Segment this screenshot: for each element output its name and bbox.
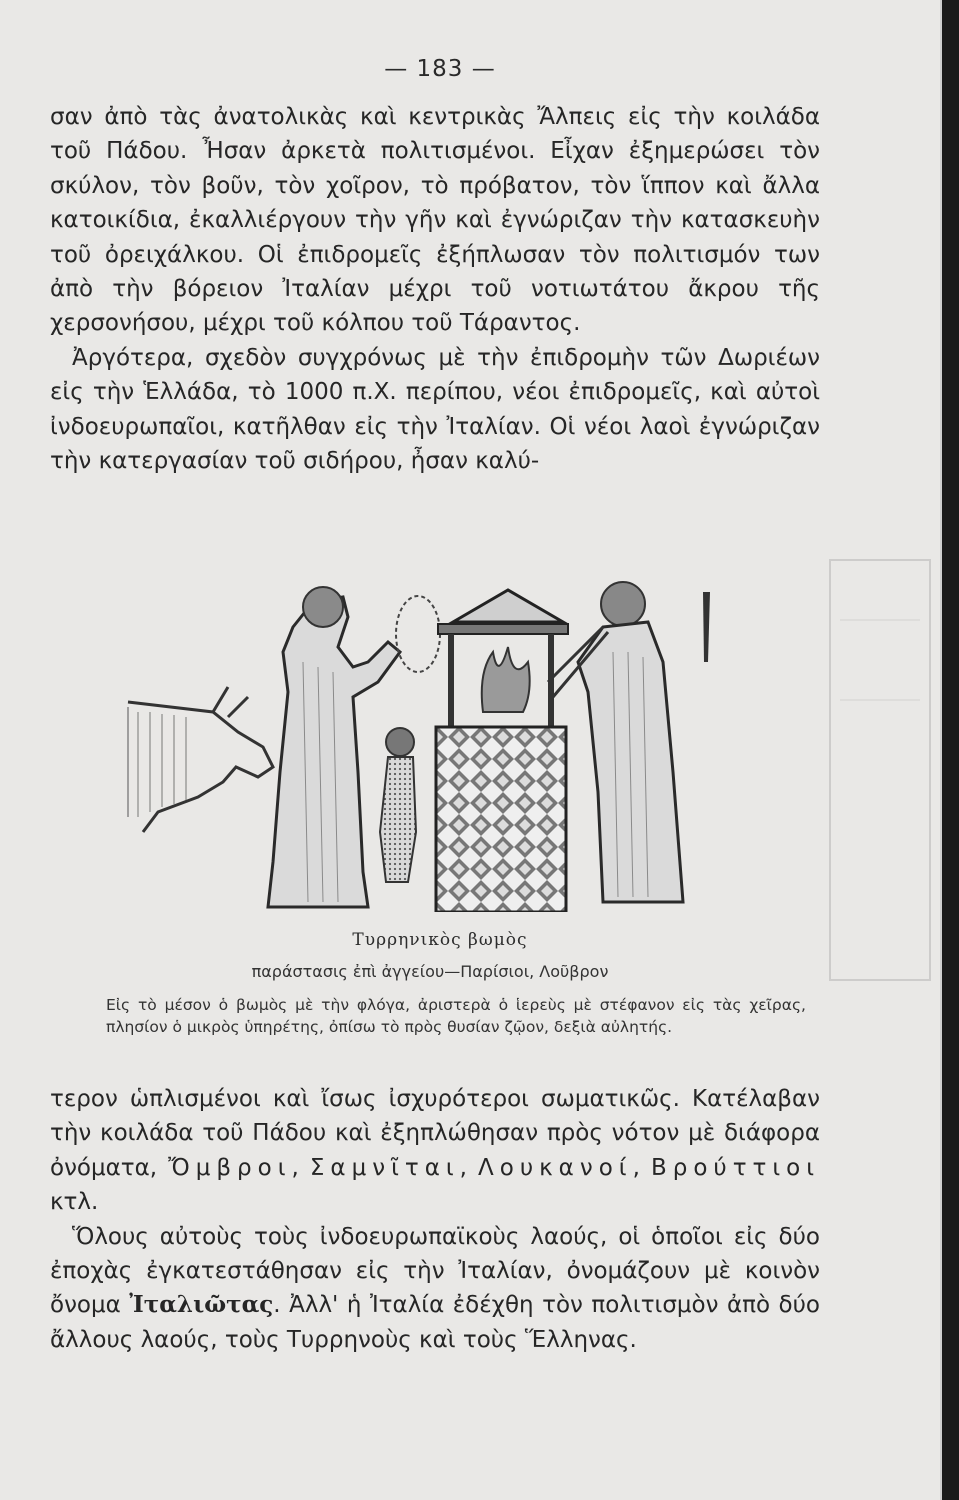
people-bruttii: Βρούττιοι [650, 1154, 821, 1181]
bottom-paragraph-2 [50, 1220, 820, 1358]
servant-figure [380, 728, 416, 882]
people-lucani: Λουκανοί [478, 1154, 633, 1181]
bottom-text-end: κτλ. [50, 1189, 99, 1216]
figure-description: Εἰς τὸ μέσον ὁ βωμὸς μὲ τὴν φλόγα, ἀριστερὰ ὁ ἱερεὺς μὲ στέφανον εἰς τὰς χεῖρας, πλησίον ὁ μικρὸς ὑπηρέτης, ὀπίσω τὸ πρὸς θυσίαν ζῷον, δεξιὰ αὐλητής. [106, 996, 806, 1036]
altar [436, 590, 568, 912]
figure-title: Τυρρηνικὸς βωμὸς [352, 930, 528, 950]
page-number: — 183 — [384, 56, 496, 82]
altar-illustration [118, 572, 718, 912]
top-text-block [50, 100, 820, 478]
bottom-text-2: Ὅλους αὐτοὺς τοὺς ἰνδοευρωπαϊκοὺς λαούς, οἱ ὁποῖοι εἰς δύο ἐποχὰς ἐγκατεστάθησαν εἰς τὴν Ἰταλίαν, ὀνομάζουν μὲ κοινὸν ὄνομα [50, 1223, 820, 1319]
people-samnites: Σαμνῖται [309, 1154, 460, 1181]
top-paragraph: σαν ἀπὸ τὰς ἀνατολικὰς καὶ κεντρικὰς Ἄλπεις εἰς τὴν κοιλάδα τοῦ Πάδου. Ἦσαν ἀρκετὰ πολιτισμένοι. Εἶχαν ἐξημερώσει τὸν σκύλον, τὸν βοῦν, τὸν χοῖρον, τὸ πρόβατον, τὸν ἵππον καὶ ἄλλα κατοικίδια, ἐκαλλιέργουν τὴν γῆν καὶ ἐγνώριζαν τὴν κατασκευὴν τοῦ ὀρειχάλκου. Οἱ ἐπιδρομεῖς ἐξήπλωσαν τὸν πολιτισμόν των ἀπὸ τὴν βόρειον Ἰταλίαν μέχρι τοῦ νοτιωτάτου ἄκρου τῆς χερσονήσου, μέχρι τοῦ κόλπου τοῦ Τάραντος. [50, 104, 820, 337]
italiotes-term: Ἰταλιῶτας [129, 1291, 274, 1319]
bottom-text-3: . Ἀλλ' ἡ Ἰταλία ἐδέχθη τὸν πολιτισμὸν ἀπὸ δύο ἄλλους λαούς, τοὺς Τυρρηνοὺς καὶ τοὺς Ἕλληνας. [50, 1292, 820, 1353]
separator: , [291, 1154, 310, 1181]
separator: , [459, 1154, 479, 1181]
bottom-text-block [50, 1082, 820, 1357]
people-umbri: Ὄμβροι [168, 1154, 292, 1181]
bull-figure [128, 687, 273, 832]
figure-subtitle: παράστασις ἐπὶ ἀγγείου—Παρίσιοι, Λοῦβρον [251, 962, 609, 981]
separator: , [632, 1154, 651, 1181]
bottom-paragraph-1 [50, 1082, 820, 1220]
bleed-through-shadow [820, 100, 940, 1200]
bottom-text-1: τερον ὡπλισμένοι καὶ ἴσως ἰσχυρότεροι σωματικῶς. Κατέλαβαν τὴν κοιλάδα τοῦ Πάδου καὶ ἐξηπλώθησαν πρὸς νότον μὲ διάφορα ὀνόματα, [50, 1086, 820, 1181]
second-paragraph: Ἀργότερα, σχεδὸν συγχρόνως μὲ τὴν ἐπιδρομὴν τῶν Δωριέων εἰς τὴν Ἑλλάδα, τὸ 1000 π.Χ. περίπου, νέοι ἐπιδρομεῖς, καὶ αὐτοὶ ἰνδοευρωπαῖοι, κατῆλθαν εἰς τὴν Ἰταλίαν. Οἱ νέοι λαοὶ ἐγνώριζαν τὴν κατεργασίαν τοῦ σιδήρου, ἦσαν καλύ- [50, 344, 820, 475]
priest-figure [268, 587, 440, 907]
